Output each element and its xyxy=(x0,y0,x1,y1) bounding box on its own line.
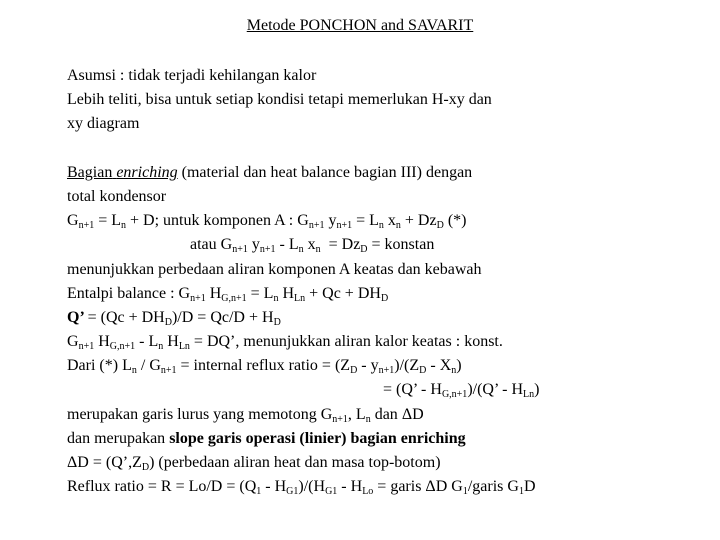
enriching-word: enriching xyxy=(116,164,178,181)
entalpi-line: Entalpi balance : $G_{n+1}$ $H_{G,n+1} = L_n$ $H_{Ln} + Qc + DH_D$ xyxy=(67,285,389,304)
page-title-text: Metode PONCHON and SAVARIT xyxy=(246,17,474,34)
assumption-line-3: xy diagram xyxy=(67,115,140,132)
untuk-komponen-text: ; untuk komponen A : xyxy=(154,212,298,229)
enriching-line-2: total kondensor xyxy=(67,188,167,205)
merupakan-1-text: merupakan garis lurus yang memotong xyxy=(67,406,321,423)
equation-line-3: $G_{n+1}$ $H_{G,n+1} - L_n$ $H_{Ln}$ = DQ’, menunjukkan aliran kalor keatas : konst. xyxy=(67,333,503,352)
assumption-line-2: Lebih teliti, bisa untuk setiap kondisi tetapi memerlukan H-xy dan xyxy=(67,91,492,108)
menunjukkan-2-text: = DQ’, menunjukkan aliran kalor keatas : konst. xyxy=(189,333,503,350)
merupakan-line-2 xyxy=(67,429,466,448)
merupakan-2-pre: dan merupakan xyxy=(67,430,170,447)
reflux-ratio-line-2: = (Q’ - $H_{G,n+1})/(Q$’ - $H_{Ln}$) xyxy=(383,381,540,400)
merupakan-line-1: merupakan garis lurus yang memotong $G_{n+1}$, $L_n$ dan ΔD xyxy=(67,406,424,425)
internal-text: = internal reflux ratio = ( xyxy=(176,357,341,374)
perbedaan-text: ) (perbedaan aliran heat dan masa top-botom) xyxy=(149,454,441,471)
slope-bold-text: slope garis operasi (linier) bagian enriching xyxy=(169,430,466,447)
dari-text: Dari (*) xyxy=(67,357,123,374)
atau-text: atau xyxy=(190,236,221,253)
menunjukkan-line-1: menunjukkan perbedaan aliran komponen A keatas dan kebawah xyxy=(67,261,482,278)
reflux-internal-line: Dari (*) $L_n / G_{n+1}$ = internal reflux ratio = $(Z_D - y_{n+1})/(Z_D - X_n)$ xyxy=(67,357,462,376)
assumption-line-1: Asumsi : tidak terjadi kehilangan kalor xyxy=(67,67,317,84)
reflux-text: Reflux ratio = R = Lo/D = ( xyxy=(67,478,245,495)
entalpi-text: Entalpi balance : xyxy=(67,285,179,302)
dan-text: dan xyxy=(370,406,402,423)
bagian-word: Bagian xyxy=(67,164,113,181)
garis-text: = garis xyxy=(373,478,426,495)
reflux-ratio-line: Reflux ratio = $R = Lo/D = (Q_1 - H_{G1})/(H_{G1} - H_{Lo}$ = garis ΔD $G_1$/garis $G_1D$ xyxy=(67,478,536,497)
enriching-heading-line xyxy=(67,163,472,182)
enriching-rest: (material dan heat balance bagian III) dengan xyxy=(177,164,473,181)
equation-line-2: atau $G_{n+1}$ $y_{n+1} - L_n$ $x_n = Dz_D$ = konstan xyxy=(190,236,435,255)
equation-line-1: $G_{n+1} = L_n + D$; untuk komponen A : $G_{n+1}$ $y_{n+1} = L_n$ $x_n + Dz_D$ (*) xyxy=(67,212,467,231)
star-label: (*) xyxy=(443,212,467,229)
delta-d-line: $\Delta D = (Q’,Z_D)$ (perbedaan aliran heat dan masa top-botom) xyxy=(67,454,441,473)
q-prime-line: Q’ = $(Qc + DH_D)/D = Qc/D + H_D$ xyxy=(67,309,281,328)
page-title xyxy=(0,17,720,35)
konstan-text: = konstan xyxy=(367,236,435,253)
